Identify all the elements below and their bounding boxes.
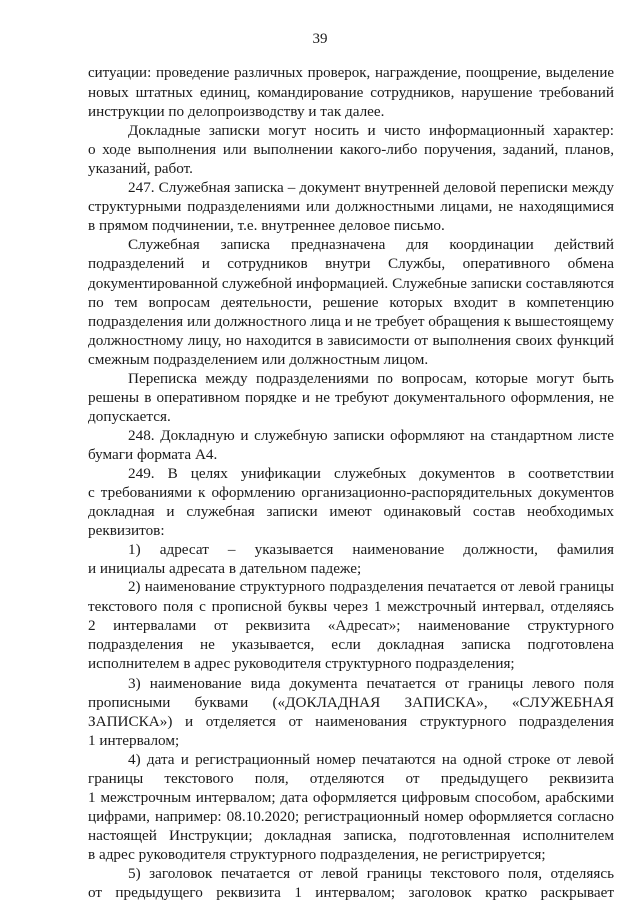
text-line: 1 интервалом; [88,731,180,749]
text-line: Служебная записка предназначена для координации действий [128,236,614,254]
text-line: документированной служебной информацией. Служебные записки составляются [88,274,614,292]
text-line: цифрами, например: 08.10.2020; регистрационный номер оформляется согласно [88,807,614,825]
text-line: в прямом подчинении, т.е. внутреннее деловое письмо. [88,217,445,235]
text-line: должностному лицу, но находится в зависимости от выполнения своих функций [88,331,614,349]
text-line: 1) адресат – указывается наименование должности, фамилия [128,541,614,559]
text-line: решены в оперативном порядке и не требуют документального оформления, не [88,388,614,406]
text-line: 3) наименование вида документа печатается от границы левого поля [128,674,614,692]
text-line: подразделения не указывается, если докладная записка подготовлена [88,636,614,654]
text-line: реквизитов: [88,522,165,540]
text-line: настоящей Инструкции; докладная записка, подготовленная исполнителем [88,826,614,844]
text-line: структурными подразделениями или должностными лицами, не находящимися [88,198,614,216]
text-line: 4) дата и регистрационный номер печатаются на одной строке от левой [128,750,614,768]
page-number: 39 [312,31,328,47]
text-line: инструкции по делопроизводству и так далее. [88,103,385,121]
text-line: 5) заголовок печатается от левой границы текстового поля, отделяясь [128,864,614,882]
text-line: подразделений и сотрудников внутри Службы, оперативного обмена [88,255,614,273]
text-line: по тем вопросам деятельности, решение которых входит в компетенцию [88,293,614,311]
text-line: прописными буквами («ДОКЛАДНАЯ ЗАПИСКА», «СЛУЖЕБНАЯ [88,693,614,711]
text-line: границы текстового поля, отделяются от предыдущего реквизита [88,769,614,787]
text-line: бумаги формата А4. [88,445,218,463]
text-line: с требованиями к оформлению организационно-распорядительных документов [88,484,614,502]
text-line: подразделения или должностного лица и не требует обращения к вышестоящему [88,312,614,330]
text-line: 2 интервалами от реквизита «Адресат»; наименование структурного [88,617,614,635]
text-line: смежным подразделением или должностным лицом. [88,350,429,368]
text-line: Докладные записки могут носить и чисто информационный характер: [128,122,614,140]
text-line: 247. Служебная записка – документ внутренней деловой переписки между [128,179,614,197]
text-line: от предыдущего реквизита 1 интервалом; заголовок кратко раскрывает [88,884,614,902]
document-body [88,64,614,902]
text-line: докладная и служебная записки имеют одинаковый состав необходимых [88,503,614,521]
text-line: допускается. [88,407,171,425]
text-line: исполнителем в адрес руководителя структурного подразделения; [88,655,515,673]
text-line: 1 межстрочным интервалом; дата оформляется цифровым способом, арабскими [88,788,614,806]
text-line: о ходе выполнения или выполнении какого-либо поручения, заданий, планов, [88,141,614,159]
text-line: ЗАПИСКА») и отделяется от наименования структурного подразделения [88,712,614,730]
text-line: и инициалы адресата в дательном падеже; [88,560,362,578]
text-line: ситуации: проведение различных проверок, награждение, поощрение, выделение [88,65,614,81]
text-line: в адрес руководителя структурного подразделения, не регистрируется; [88,845,546,863]
text-line: новых штатных единиц, командирование сотрудников, нарушение требований [88,84,614,102]
text-line: 249. В целях унификации служебных документов в соответствии [128,464,614,482]
text-line: указаний, работ. [88,160,193,178]
text-line: 2) наименование структурного подразделения печатается от левой границы [128,579,614,596]
text-line: Переписка между подразделениями по вопросам, которые могут быть [128,369,614,387]
text-line: 248. Докладную и служебную записки оформляют на стандартном листе [128,426,614,444]
text-line: текстового поля с прописной буквы через 1 межстрочный интервал, отделяясь [88,598,614,616]
